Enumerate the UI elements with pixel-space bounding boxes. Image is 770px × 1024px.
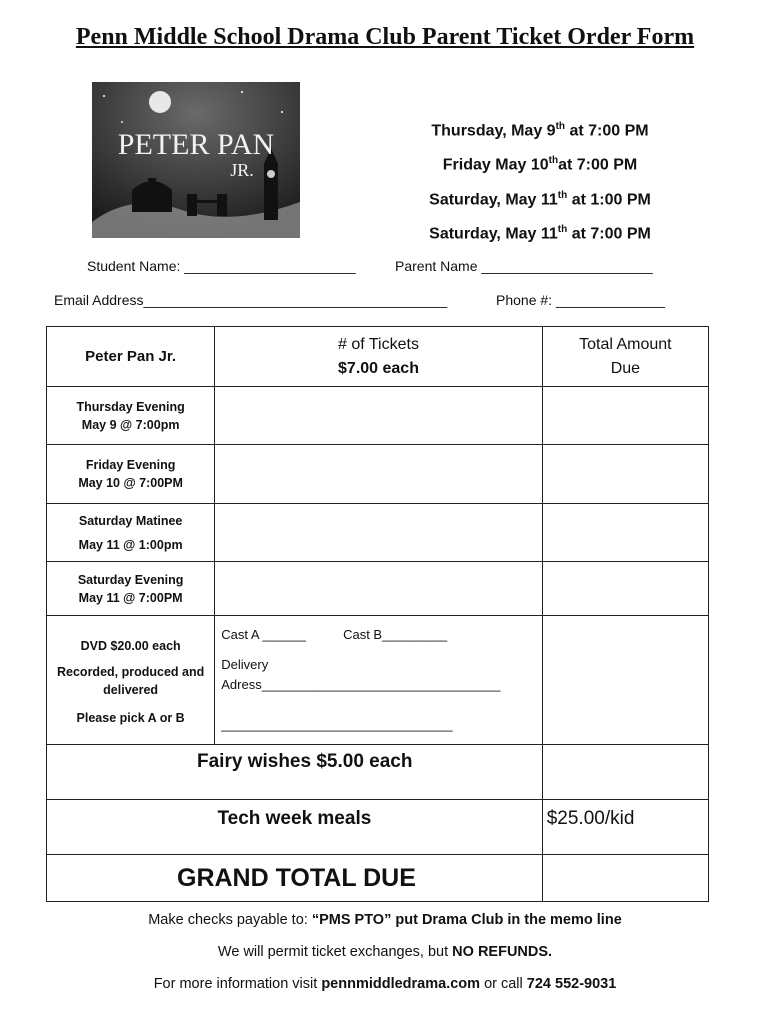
table-row bbox=[47, 504, 709, 562]
grand-total-input[interactable] bbox=[542, 855, 708, 902]
date-line: Saturday, May 11th at 1:00 PM bbox=[429, 189, 651, 208]
table-header-row bbox=[47, 327, 709, 387]
table-row bbox=[47, 387, 709, 445]
dvd-label: DVD $20.00 each Recorded, produced and delivered Please pick A or B bbox=[47, 616, 215, 745]
contact-info: For more information visit pennmiddledrama.com or call 724 552-9031 bbox=[153, 976, 617, 992]
website-link[interactable]: pennmiddledrama.com bbox=[321, 976, 481, 992]
delivery-address-field[interactable]: Adress_________________________________ bbox=[221, 677, 501, 692]
date-line: Thursday, May 9th at 7:00 PM bbox=[431, 121, 649, 140]
fairy-row bbox=[47, 745, 709, 800]
cast-a-field[interactable]: Cast A ______ bbox=[221, 627, 306, 642]
show-label: Thursday Evening May 9 @ 7:00pm bbox=[47, 387, 215, 445]
tech-meals-amount: $25.00/kid bbox=[542, 800, 708, 855]
total-amount-input[interactable] bbox=[542, 445, 708, 504]
total-amount-input[interactable] bbox=[542, 387, 708, 445]
page-title: Penn Middle School Drama Club Parent Ticket Order Form bbox=[75, 24, 695, 50]
grand-total-row bbox=[47, 855, 709, 902]
dvd-order-cell bbox=[215, 616, 542, 745]
ticket-count-input[interactable] bbox=[215, 387, 542, 445]
peter-pan-poster-image bbox=[92, 82, 300, 238]
parent-name-field[interactable]: Parent Name ______________________ bbox=[395, 258, 653, 274]
ticket-count-input[interactable] bbox=[215, 504, 542, 562]
fairy-total-input[interactable] bbox=[542, 745, 708, 800]
delivery-label: Delivery bbox=[221, 657, 269, 672]
date-line: Saturday, May 11th at 7:00 PM bbox=[429, 223, 651, 243]
total-header: Total Amount Due bbox=[542, 327, 708, 387]
email-field[interactable]: Email Address_______________________________________ bbox=[54, 292, 448, 308]
table-row bbox=[47, 445, 709, 504]
student-name-field[interactable]: Student Name: ______________________ bbox=[87, 258, 356, 274]
ticket-count-input[interactable] bbox=[215, 562, 542, 616]
ticket-count-input[interactable] bbox=[215, 445, 542, 504]
grand-total-label: GRAND TOTAL DUE bbox=[47, 855, 543, 902]
show-name-header: Peter Pan Jr. bbox=[47, 327, 215, 387]
table-row bbox=[47, 562, 709, 616]
tech-meals-label: Tech week meals bbox=[47, 800, 543, 855]
refund-policy: We will permit ticket exchanges, but NO REFUNDS. bbox=[217, 944, 553, 960]
cast-b-field[interactable]: Cast B_________ bbox=[343, 627, 448, 642]
ticket-order-table bbox=[46, 326, 709, 902]
tickets-header: # of Tickets $7.00 each bbox=[215, 327, 542, 387]
dvd-row bbox=[47, 616, 709, 745]
delivery-address-line2[interactable]: ________________________________ bbox=[221, 717, 453, 732]
tech-row bbox=[47, 800, 709, 855]
phone-field[interactable]: Phone #: ______________ bbox=[496, 292, 665, 308]
payment-instructions: Make checks payable to: “PMS PTO” put Drama Club in the memo line bbox=[148, 912, 622, 928]
poster-title-text: PETER PAN bbox=[117, 128, 275, 161]
poster-subtitle-text: JR. bbox=[230, 160, 254, 180]
phone-number: 724 552-9031 bbox=[526, 976, 617, 992]
fairy-wishes-label: Fairy wishes $5.00 each bbox=[47, 745, 543, 800]
show-label: Friday Evening May 10 @ 7:00PM bbox=[47, 445, 215, 504]
date-line: Friday May 10that 7:00 PM bbox=[442, 155, 638, 174]
show-label: Saturday Matinee May 11 @ 1:00pm bbox=[47, 504, 215, 562]
performance-dates bbox=[380, 112, 700, 249]
total-amount-input[interactable] bbox=[542, 562, 708, 616]
poster-art bbox=[92, 82, 300, 238]
show-label: Saturday Evening May 11 @ 7:00PM bbox=[47, 562, 215, 616]
dvd-total-input[interactable] bbox=[542, 616, 708, 745]
total-amount-input[interactable] bbox=[542, 504, 708, 562]
